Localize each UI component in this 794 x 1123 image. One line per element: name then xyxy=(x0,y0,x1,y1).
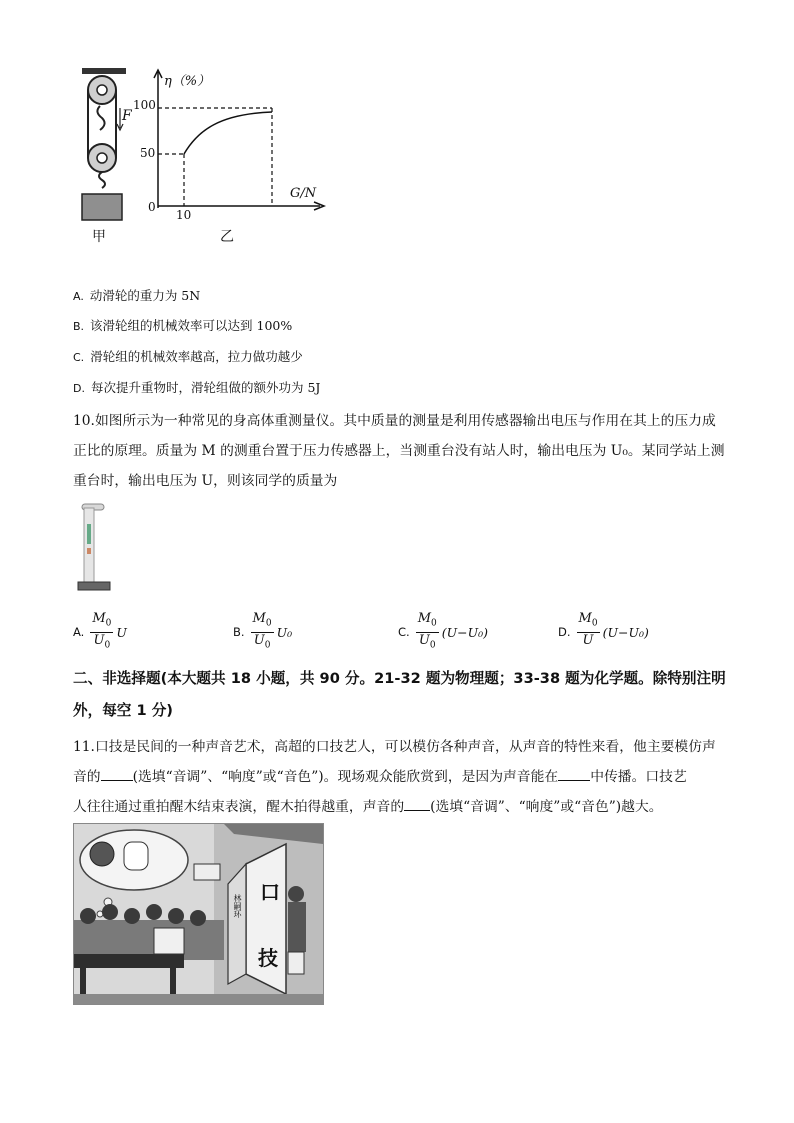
option-tail: (U−U₀) xyxy=(441,624,489,640)
option-text: 每次提升重物时，滑轮组做的额外功为 5J xyxy=(90,380,321,395)
q10-option-d xyxy=(558,612,649,652)
pulley-figure xyxy=(76,66,136,246)
height-scale-image xyxy=(76,502,112,594)
illustration-art xyxy=(74,824,323,1004)
x-tick-10: 10 xyxy=(176,208,192,222)
q9-option-d xyxy=(73,380,320,397)
option-text: 该滑轮组的机械效率可以达到 100% xyxy=(90,318,293,333)
q10-line-1: 10.如图所示为一种常见的身高体重测量仪。其中质量的测量是利用传感器输出电压与作用在其上的压力成 xyxy=(73,413,716,429)
q9-option-c xyxy=(73,349,303,366)
option-letter: D. xyxy=(73,382,85,395)
fraction: $\frac{M_0}{U_0}$ xyxy=(92,611,112,651)
force-label: F xyxy=(122,108,132,124)
option-tail: U₀ xyxy=(276,624,293,640)
q11-line-2: 音的 (选填“音调”、“响度”或“音色”)。现场观众能欣赏到，是因为声音能在 中传播。口技艺 xyxy=(73,762,687,792)
y-axis-label: η（%） xyxy=(164,74,211,89)
q10-option-a xyxy=(73,612,127,652)
option-letter: C. xyxy=(398,625,410,640)
sign-char-top: 口 xyxy=(260,880,280,904)
sign-char-bottom: 技 xyxy=(258,946,278,970)
option-text: 滑轮组的机械效率越高，拉力做功越少 xyxy=(90,349,303,364)
q10-line-2: 正比的原理。质量为 M 的测重台置于压力传感器上，当测重台没有站人时，输出电压为 U₀。某同学站上测 xyxy=(73,443,725,459)
q10-line-3: 重台时，输出电压为 U，则该同学的质量为 xyxy=(73,473,338,489)
option-letter: D. xyxy=(558,625,571,640)
weight-block xyxy=(82,194,122,220)
answer-blank-3[interactable] xyxy=(404,796,430,811)
fraction: $\frac{M_0}{U}$ xyxy=(578,611,598,648)
answer-blank-1[interactable] xyxy=(101,766,133,781)
ceiling-bar xyxy=(82,68,126,74)
efficiency-curve xyxy=(184,112,272,154)
section-heading-line-1: 二、非选择题(本大题共 18 小题，共 90 分。21-32 题为物理题；33-38 题为化学题。除特别注明 xyxy=(73,670,726,687)
y-tick-0: 0 xyxy=(148,200,156,214)
q11-line-3: 人往往通过重拍醒木结束表演，醒木拍得越重，声音的 (选填“音调”、“响度”或“音色”)越大。 xyxy=(73,792,663,822)
option-text: 动滑轮的重力为 5N xyxy=(89,288,201,303)
option-letter: B. xyxy=(233,625,245,640)
option-tail: (U−U₀) xyxy=(602,624,649,640)
q9-option-b xyxy=(73,318,292,335)
q10-option-b xyxy=(233,612,292,652)
option-letter: B. xyxy=(73,320,85,333)
x-axis-label: G/N xyxy=(290,186,317,201)
option-letter: C. xyxy=(73,351,85,364)
q9-option-a xyxy=(73,288,200,305)
section-heading-line-2: 外，每空 1 分) xyxy=(73,702,173,719)
figure-jia-caption: 甲 xyxy=(92,229,106,245)
option-tail: U xyxy=(116,624,127,640)
answer-blank-2[interactable] xyxy=(558,766,590,781)
q11-line-1: 11.口技是民间的一种声音艺术，高超的口技艺人，可以模仿各种声音，从声音的特性来看，他主要模仿声 xyxy=(73,739,716,755)
option-letter: A. xyxy=(73,290,84,303)
option-letter: A. xyxy=(73,625,85,640)
y-tick-100: 100 xyxy=(133,98,156,112)
fraction: $\frac{M_0}{U_0}$ xyxy=(417,611,437,651)
banner-text: 林嗣环 xyxy=(233,894,242,918)
figure-yi-caption: 乙 xyxy=(220,229,234,245)
ventriloquism-illustration xyxy=(73,823,324,1005)
q10-option-c xyxy=(398,612,488,652)
y-tick-50: 50 xyxy=(140,146,156,160)
fraction: $\frac{M_0}{U_0}$ xyxy=(252,611,272,651)
